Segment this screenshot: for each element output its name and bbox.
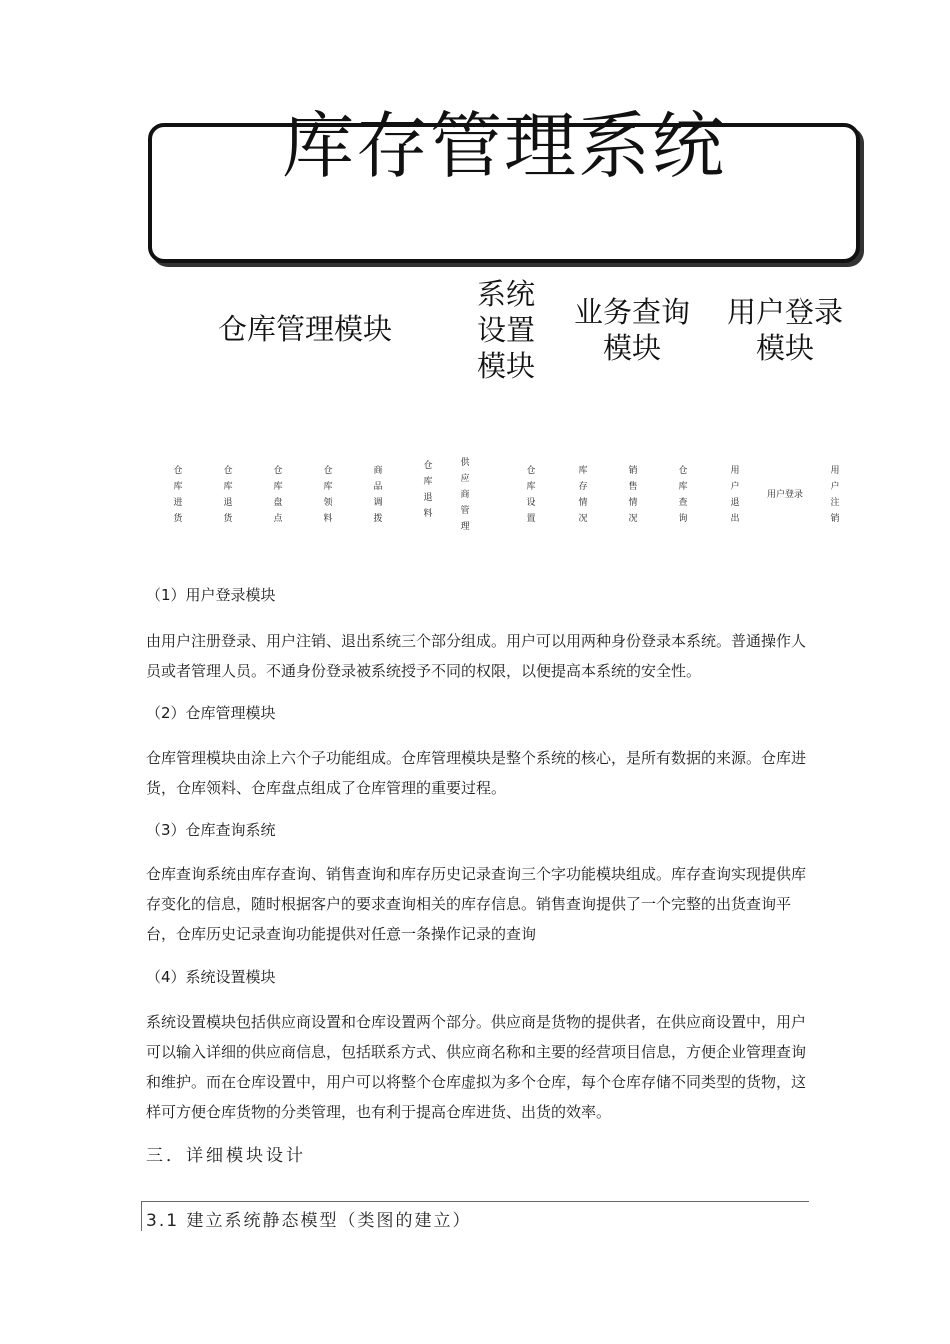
sub-item: 仓库设置 bbox=[526, 466, 536, 524]
section-heading: （4）系统设置模块 bbox=[146, 968, 276, 986]
subsection-heading: 3.1 建立系统静态模型（类图的建立） bbox=[146, 1211, 472, 1231]
heading-rule-left bbox=[141, 1201, 142, 1231]
module-warehouse: 仓库管理模块 bbox=[217, 312, 392, 346]
module-user: 用户登录模块 bbox=[726, 295, 843, 365]
section-heading: （3）仓库查询系统 bbox=[146, 821, 276, 839]
section-body: 仓库管理模块由涂上六个子功能组成。仓库管理模块是整个系统的核心，是所有数据的来源。仓库进货，仓库领料、仓库盘点组成了仓库管理的重要过程。 bbox=[146, 749, 807, 797]
page-title: 库存管理系统 bbox=[281, 104, 726, 188]
sub-item: 仓库盘点 bbox=[273, 466, 283, 524]
sub-item: 销售情况 bbox=[628, 466, 638, 524]
sub-item: 用户登录 bbox=[766, 490, 803, 500]
section-heading: （1）用户登录模块 bbox=[146, 586, 276, 604]
heading-rule bbox=[141, 1201, 809, 1202]
section-body: 系统设置模块包括供应商设置和仓库设置两个部分。供应商是货物的提供者，在供应商设置中，用户可以输入详细的供应商信息，包括联系方式、供应商名称和主要的经营项目信息，方便企业管理查询和维护。而在仓库设置中，用户可以将整个仓库虚拟为多个仓库，每个仓库存储不同类型的货物，这样可方便仓库货物的分类管理，也有利于提高仓库进货、出货的效率。 bbox=[146, 1013, 807, 1121]
sub-item: 用户注销 bbox=[830, 466, 840, 524]
chapter-heading: 三．详细模块设计 bbox=[146, 1146, 306, 1166]
sub-item: 供应商管理 bbox=[460, 458, 470, 532]
section-body: 由用户注册登录、用户注销、退出系统三个部分组成。用户可以用两种身份登录本系统。普通操作人员或者管理人员。不通身份登录被系统授予不同的权限，以便提高本系统的安全性。 bbox=[146, 632, 807, 680]
sub-item: 仓库领料 bbox=[323, 466, 333, 524]
sub-item: 仓库退货 bbox=[223, 466, 233, 524]
sub-item: 库存情况 bbox=[578, 466, 588, 524]
section-body: 仓库查询系统由库存查询、销售查询和库存历史记录查询三个字功能模块组成。库存查询实现提供库存变化的信息，随时根据客户的要求查询相关的库存信息。销售查询提供了一个完整的出货查询平台，仓库历史记录查询功能提供对任意一条操作记录的查询 bbox=[146, 865, 807, 943]
module-system: 系统设置模块 bbox=[476, 277, 535, 383]
sub-item: 仓库查询 bbox=[678, 466, 688, 524]
module-business: 业务查询模块 bbox=[573, 295, 690, 365]
sub-item: 仓库进货 bbox=[173, 466, 183, 524]
section-heading: （2）仓库管理模块 bbox=[146, 704, 276, 722]
sub-item: 商品调拨 bbox=[373, 466, 383, 524]
sub-item: 用户退出 bbox=[730, 466, 740, 524]
sub-item: 仓库退料 bbox=[423, 461, 433, 519]
